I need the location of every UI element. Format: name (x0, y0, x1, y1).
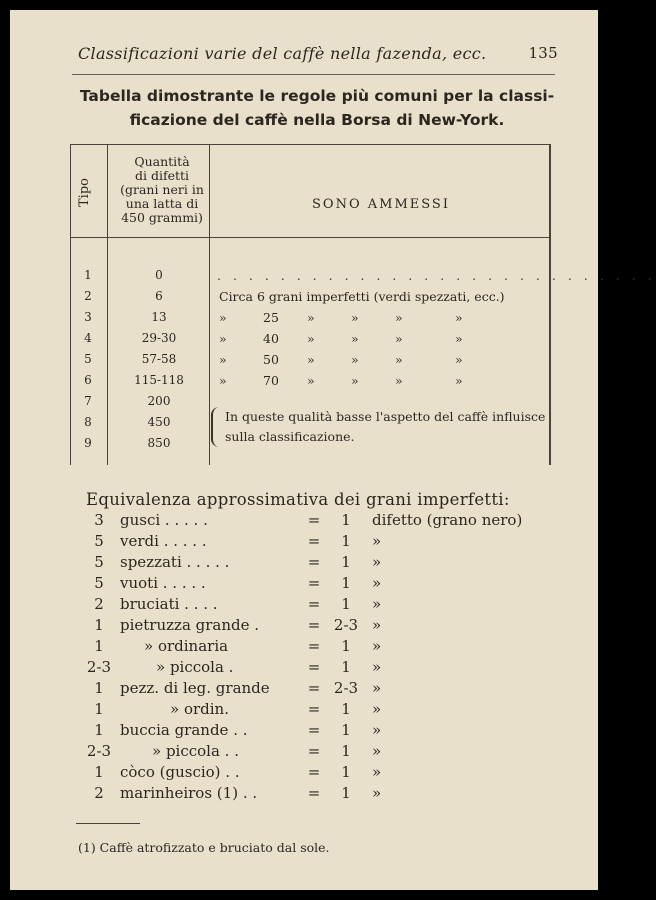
defect-name: » ordin. (170, 700, 229, 718)
equivalent-value: 1 (341, 511, 351, 529)
tipo-cell: 2 (84, 289, 92, 303)
ditto-mark: » (395, 310, 403, 325)
list-item (80, 678, 560, 699)
count: 2-3 (86, 742, 112, 760)
equals-sign: = (307, 595, 321, 613)
header-quantita-line: Quantità (134, 154, 190, 169)
ammessi-cell (211, 370, 547, 391)
tipo-cell: 4 (84, 331, 92, 345)
equivalent-value: 1 (341, 595, 351, 613)
count: 1 (94, 679, 104, 697)
header-quantita-line: di difetti (134, 168, 190, 183)
equals-sign: = (307, 511, 321, 529)
unit: » (372, 532, 382, 550)
ditto-mark: » (455, 352, 463, 367)
equivalent-value: 1 (341, 574, 351, 592)
ditto-mark: » (307, 373, 315, 388)
running-head-title: Classificazioni varie del caffè nella fazenda, ecc. (78, 44, 487, 63)
header-tipo: Tipo (77, 178, 92, 208)
ditto-mark: » (455, 310, 463, 325)
count: 1 (94, 637, 104, 655)
defect-name: còco (guscio) . . (120, 763, 240, 781)
ammessi-cell (211, 328, 547, 349)
low-grade-note: In queste qualità basse l'aspetto del caffè influisce sulla classificazione. (211, 407, 555, 447)
tipo-cell: 5 (84, 352, 92, 366)
ditto-mark: » (307, 310, 315, 325)
header-divider (71, 237, 549, 238)
unit: » (372, 658, 382, 676)
count: 2 (94, 595, 104, 613)
count: 2 (94, 784, 104, 802)
unit: » (372, 763, 382, 781)
list-item (80, 783, 560, 804)
page-number: 135 (528, 44, 558, 62)
list-item (80, 531, 560, 552)
unit: » (372, 700, 382, 718)
ditto-mark: » (455, 373, 463, 388)
unit: » (372, 679, 382, 697)
header-quantita (115, 155, 209, 225)
equals-sign: = (307, 658, 321, 676)
equivalent-value: 2-3 (333, 616, 359, 634)
equals-sign: = (307, 574, 321, 592)
ditto-mark: » (307, 331, 315, 346)
equals-sign: = (307, 763, 321, 781)
equivalent-value: 1 (341, 658, 351, 676)
list-item (80, 552, 560, 573)
ammessi-value: 70 (263, 373, 279, 388)
equivalent-value: 1 (341, 721, 351, 739)
count: 1 (94, 721, 104, 739)
defect-name: buccia grande . . (120, 721, 248, 739)
ammessi-cell: Circa 6 grani imperfetti (verdi spezzati, ecc.) (219, 289, 505, 304)
list-item (80, 741, 560, 762)
ammessi-cell (211, 349, 547, 370)
ditto-mark: » (219, 310, 227, 325)
defect-name: pezz. di leg. grande (120, 679, 270, 697)
equivalent-value: 1 (341, 742, 351, 760)
ammessi-cell (211, 307, 547, 328)
unit: » (372, 742, 382, 760)
equals-sign: = (307, 700, 321, 718)
quantita-cell: 0 (155, 268, 163, 282)
count: 1 (94, 700, 104, 718)
quantita-cell: 6 (155, 289, 163, 303)
list-item (80, 699, 560, 720)
defect-name: bruciati . . . . (120, 595, 218, 613)
ditto-mark: » (307, 352, 315, 367)
unit: » (372, 637, 382, 655)
tipo-cell: 6 (84, 373, 92, 387)
equals-sign: = (307, 532, 321, 550)
unit: » (372, 784, 382, 802)
ditto-mark: » (395, 331, 403, 346)
table-title (72, 84, 562, 132)
count: 3 (94, 511, 104, 529)
ditto-mark: » (395, 373, 403, 388)
ditto-mark: » (219, 352, 227, 367)
count: 5 (94, 553, 104, 571)
ditto-mark: » (351, 352, 359, 367)
equivalent-value: 1 (341, 532, 351, 550)
defect-name: vuoti . . . . . (120, 574, 206, 592)
quantita-cell: 13 (151, 310, 167, 324)
header-quantita-line: (grani neri in (120, 182, 204, 197)
defect-name: » piccola . (156, 658, 234, 676)
title-line-2: ficazione del caffè nella Borsa di New-York. (129, 111, 505, 129)
ditto-mark: » (395, 352, 403, 367)
count: 5 (94, 574, 104, 592)
equals-sign: = (307, 721, 321, 739)
quantita-cell: 29-30 (141, 331, 177, 345)
ditto-mark: » (455, 331, 463, 346)
ammessi-column (211, 265, 656, 391)
count: 1 (94, 616, 104, 634)
equals-sign: = (307, 637, 321, 655)
defect-name: verdi . . . . . (120, 532, 207, 550)
defect-name: gusci . . . . . (120, 511, 208, 529)
leader-dots: . . . . . . . . . . . . . . . . . . . . . . . . . . . . (217, 268, 656, 283)
equivalent-value: 1 (341, 700, 351, 718)
quantita-cell: 200 (147, 394, 171, 408)
equals-sign: = (307, 742, 321, 760)
unit: difetto (grano nero) (372, 511, 523, 529)
list-item (80, 657, 560, 678)
column-divider (107, 145, 108, 465)
unit: » (372, 553, 382, 571)
tipo-cell: 7 (84, 394, 92, 408)
ditto-mark: » (219, 373, 227, 388)
tipo-cell: 1 (84, 268, 92, 282)
equals-sign: = (307, 553, 321, 571)
defect-name: » piccola . . (152, 742, 239, 760)
ditto-mark: » (219, 331, 227, 346)
equals-sign: = (307, 679, 321, 697)
quantita-cell: 450 (147, 415, 171, 429)
ditto-mark: » (351, 331, 359, 346)
unit: » (372, 595, 382, 613)
equivalence-list (80, 510, 560, 804)
list-item (80, 720, 560, 741)
quantita-column (111, 265, 207, 454)
count: 2-3 (86, 658, 112, 676)
footnote: (1) Caffè atrofizzato e bruciato dal sole. (78, 840, 330, 855)
ditto-mark: » (351, 373, 359, 388)
header-quantita-line: 450 grammi) (121, 210, 203, 225)
running-head (78, 44, 558, 63)
unit: » (372, 574, 382, 592)
list-item (80, 615, 560, 636)
tipo-cell: 8 (84, 415, 92, 429)
count: 5 (94, 532, 104, 550)
list-item (80, 573, 560, 594)
equivalent-value: 1 (341, 553, 351, 571)
list-item (80, 510, 560, 531)
unit: » (372, 721, 382, 739)
list-item (80, 594, 560, 615)
equals-sign: = (307, 784, 321, 802)
ditto-mark: » (351, 310, 359, 325)
defect-name: marinheiros (1) . . (120, 784, 258, 802)
quantita-cell: 850 (147, 436, 171, 450)
quantita-cell: 57-58 (141, 352, 177, 366)
header-rule (72, 74, 555, 75)
defect-name: » ordinaria (144, 637, 229, 655)
defect-name: pietruzza grande . (120, 616, 260, 634)
tipo-cell: 3 (84, 310, 92, 324)
list-item (80, 636, 560, 657)
title-line-1: Tabella dimostrante le regole più comuni per la classi- (79, 87, 555, 105)
equivalent-value: 1 (341, 637, 351, 655)
header-quantita-line: una latta di (125, 196, 199, 211)
header-sono-ammessi: SONO AMMESSI (312, 197, 450, 212)
equivalent-value: 2-3 (333, 679, 359, 697)
ammessi-value: 25 (263, 310, 279, 325)
ammessi-value: 50 (263, 352, 279, 367)
ammessi-value: 40 (263, 331, 279, 346)
classification-table (70, 144, 656, 465)
equivalence-title: Equivalenza approssimativa dei grani imperfetti: (86, 490, 510, 509)
equivalent-value: 1 (341, 763, 351, 781)
equivalent-value: 1 (341, 784, 351, 802)
footnote-rule (76, 823, 140, 824)
column-divider (209, 145, 210, 465)
quantita-cell: 115-118 (134, 373, 184, 387)
defect-name: spezzati . . . . . (120, 553, 230, 571)
book-page (10, 10, 656, 890)
count: 1 (94, 763, 104, 781)
list-item (80, 762, 560, 783)
equals-sign: = (307, 616, 321, 634)
tipo-column (71, 265, 105, 454)
unit: » (372, 616, 382, 634)
tipo-cell: 9 (84, 436, 92, 450)
